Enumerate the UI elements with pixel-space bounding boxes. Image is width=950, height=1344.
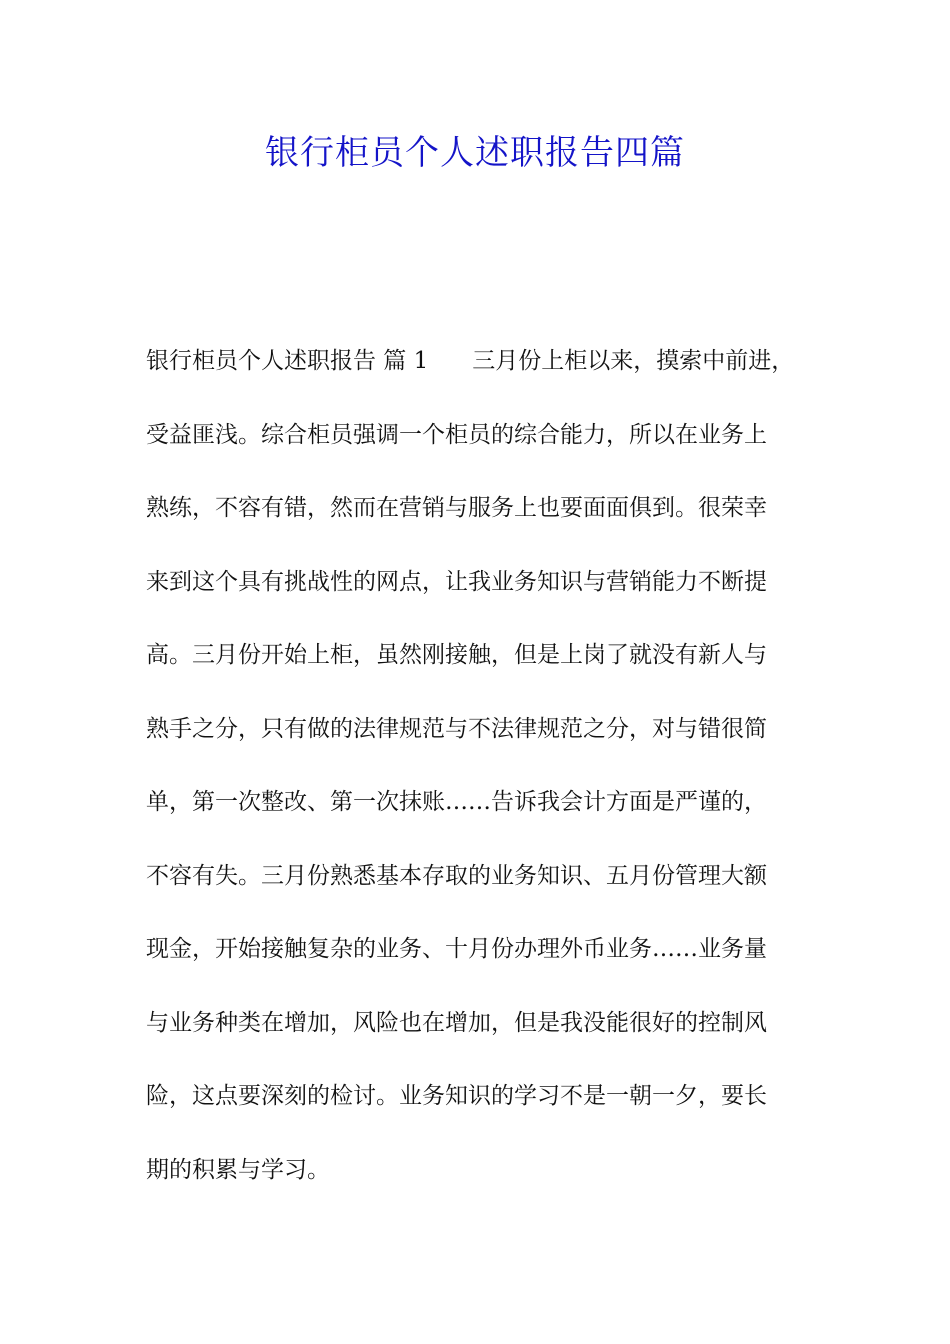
paragraph-line: 熟练，不容有错，然而在营销与服务上也要面面俱到。很荣幸 xyxy=(146,495,767,521)
paragraph-line: 与业务种类在增加，风险也在增加，但是我没能很好的控制风 xyxy=(146,1009,767,1036)
paragraph-line: 现金，开始接触复杂的业务、十月份办理外币业务……业务量 xyxy=(146,936,767,962)
paragraph-line: 险，这点要深刻的检讨。业务知识的学习不是一朝一夕，要长 xyxy=(146,1083,767,1109)
paragraph-line: 高。三月份开始上柜，虽然刚接触，但是上岗了就没有新人与 xyxy=(146,642,767,668)
paragraph-line: 受益匪浅。综合柜员强调一个柜员的综合能力，所以在业务上 xyxy=(146,421,767,448)
document-body xyxy=(146,340,826,1222)
paragraph-line: 熟手之分，只有做的法律规范与不法律规范之分，对与错很简 xyxy=(146,715,767,742)
section-label: 银行柜员个人述职报告 篇 1 xyxy=(146,348,429,374)
paragraph-line: 不容有失。三月份熟悉基本存取的业务知识、五月份管理大额 xyxy=(146,862,767,889)
paragraph-line: 期的积累与学习。 xyxy=(146,1156,330,1183)
paragraph-line: 来到这个具有挑战性的网点，让我业务知识与营销能力不断提 xyxy=(146,568,767,595)
paragraph-line xyxy=(146,340,826,414)
document-title: 银行柜员个人述职报告四篇 xyxy=(265,133,685,173)
paragraph-text: 三月份上柜以来，摸索中前进， xyxy=(472,348,795,374)
paragraph-line: 单，第一次整改、第一次抹账……告诉我会计方面是严谨的， xyxy=(146,789,767,815)
